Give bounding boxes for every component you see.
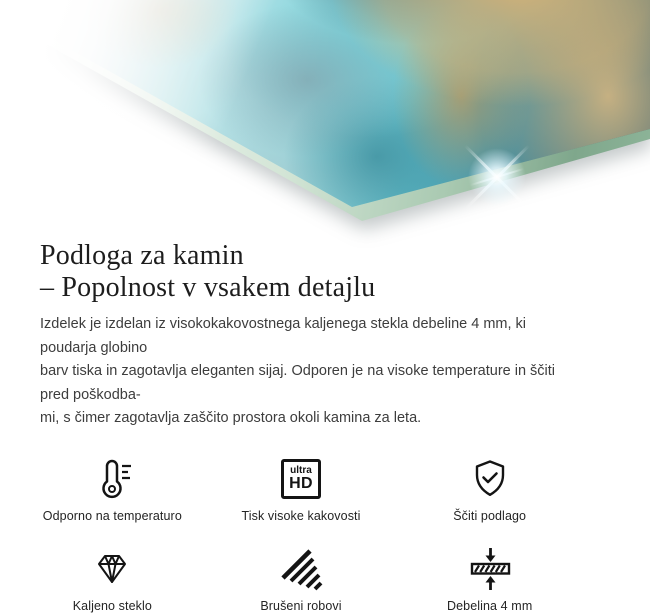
diamond-icon xyxy=(90,545,134,593)
shield-check-icon xyxy=(469,455,511,503)
description-line: Izdelek je izdelan iz visokokakovostnega kaljenega stekla debeline 4 mm, ki poudarja globino xyxy=(40,316,527,356)
ultra-hd-text-top: ultra xyxy=(290,464,312,476)
feature-label: Debelina 4 mm xyxy=(446,598,533,613)
feature-label: Odporno na temperaturo xyxy=(42,508,182,523)
title-line-1: Podloga za kamin xyxy=(40,240,244,271)
feature-polished-edges xyxy=(207,545,396,613)
product-description xyxy=(40,313,560,431)
glass-artwork xyxy=(0,0,650,240)
product-image-section xyxy=(0,0,600,230)
ultra-hd-text-bottom: HD xyxy=(289,474,313,492)
feature-print-quality xyxy=(207,455,396,523)
feature-grid xyxy=(18,455,584,613)
feature-label: Brušeni robovi xyxy=(260,598,342,613)
ultra-hd-icon xyxy=(281,455,321,503)
feature-protects xyxy=(395,455,584,523)
glass-panel-photo xyxy=(0,0,650,240)
feature-tempered-glass xyxy=(18,545,207,613)
feature-label: Kaljeno steklo xyxy=(72,598,152,613)
thickness-icon xyxy=(467,545,513,593)
title-line-2: – Popolnost v vsakem detajlu xyxy=(40,272,376,303)
description-line: barv tiska in zagotavlja eleganten sijaj. Odporen je na visoke temperature in ščiti pred poškodba- xyxy=(40,363,556,403)
feature-label: Ščiti podlago xyxy=(453,508,527,523)
feature-temperature xyxy=(18,455,207,523)
description-line: mi, s čimer zagotavlja zaščito prostora okoli kamina za leta. xyxy=(40,410,422,426)
feature-thickness xyxy=(395,545,584,613)
feature-label: Tisk visoke kakovosti xyxy=(241,508,361,523)
polished-edges-icon xyxy=(279,545,323,593)
page-title xyxy=(40,240,560,304)
thermometer-icon xyxy=(89,455,135,503)
